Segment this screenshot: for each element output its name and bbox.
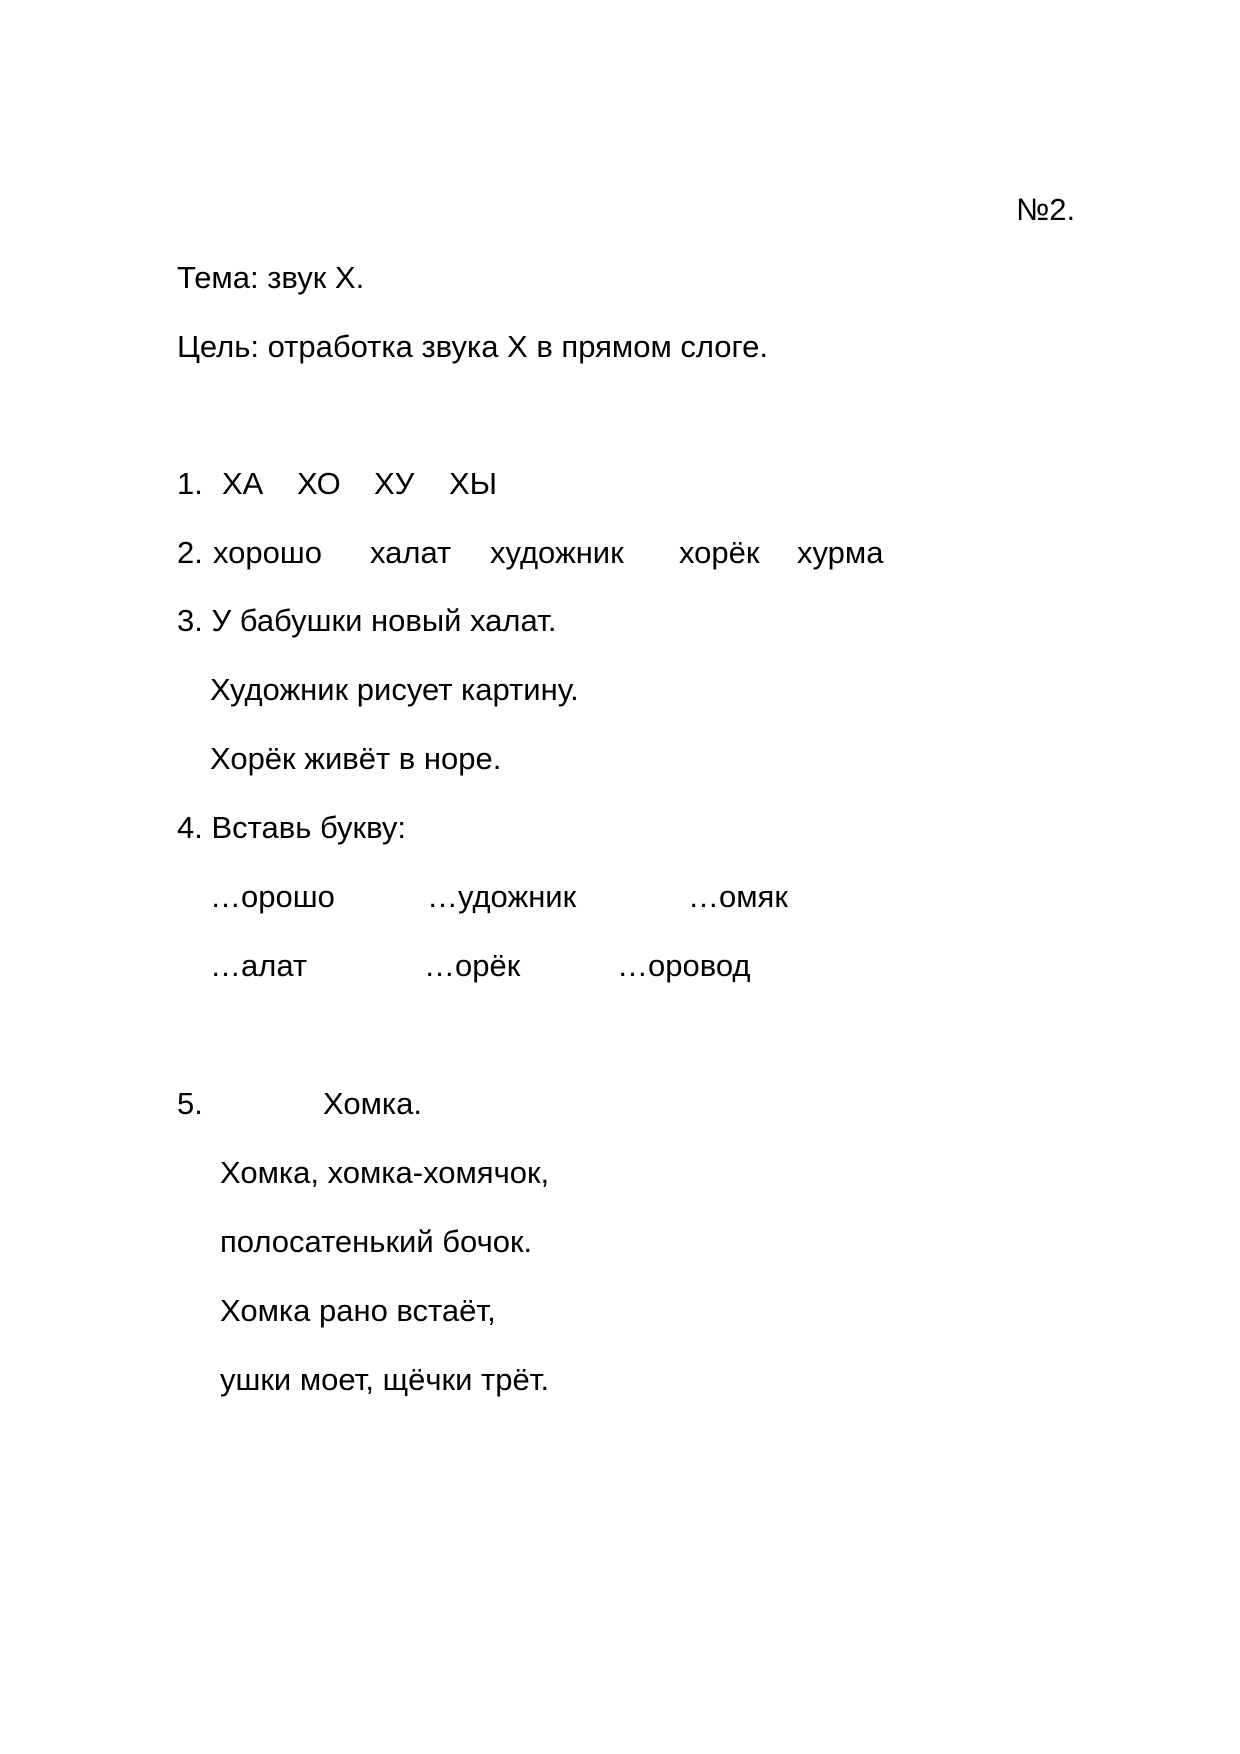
task3-sentence: 3. У бабушки новый халат.: [177, 603, 557, 638]
document-number: №2.: [1016, 192, 1076, 227]
word: художник: [490, 535, 624, 570]
task5-number: 5.: [177, 1086, 203, 1121]
poem-line: Хомка рано встаёт,: [220, 1293, 496, 1328]
syllable: ХЫ: [449, 466, 498, 501]
gap-word: …алат: [210, 948, 308, 983]
task4-row2: [210, 946, 830, 986]
gap-word: …удожник: [427, 879, 577, 914]
task2-line: [177, 533, 937, 573]
poem-line: ушки моет, щёчки трёт.: [220, 1362, 550, 1397]
gap-word: …оровод: [617, 948, 751, 983]
task4-row1: [210, 877, 830, 917]
task3-sentence: Хорёк живёт в норе.: [210, 741, 502, 776]
task5-heading: [177, 1084, 577, 1124]
poem-title: Хомка.: [323, 1086, 422, 1121]
word: хорошо: [213, 535, 322, 570]
poem-line: Хомка, хомка-хомячок,: [220, 1155, 550, 1190]
syllable: ХУ: [374, 466, 415, 501]
gap-word: …омяк: [688, 879, 788, 914]
syllable: ХА: [222, 466, 264, 501]
word: хорёк: [679, 535, 760, 570]
task2-number: 2.: [177, 535, 203, 570]
task3-sentence: Художник рисует картину.: [210, 672, 579, 707]
word: халат: [370, 535, 452, 570]
word: хурма: [797, 535, 884, 570]
task1-number: 1.: [177, 466, 203, 501]
goal-line: Цель: отработка звука Х в прямом слоге.: [177, 329, 769, 364]
topic-line: Тема: звук Х.: [177, 260, 365, 295]
task4-title: 4. Вставь букву:: [177, 810, 407, 845]
gap-word: …орошо: [210, 879, 335, 914]
poem-line: полосатенький бочок.: [220, 1224, 533, 1259]
syllable: ХО: [297, 466, 341, 501]
gap-word: …орёк: [424, 948, 521, 983]
task1-line: [177, 464, 577, 504]
